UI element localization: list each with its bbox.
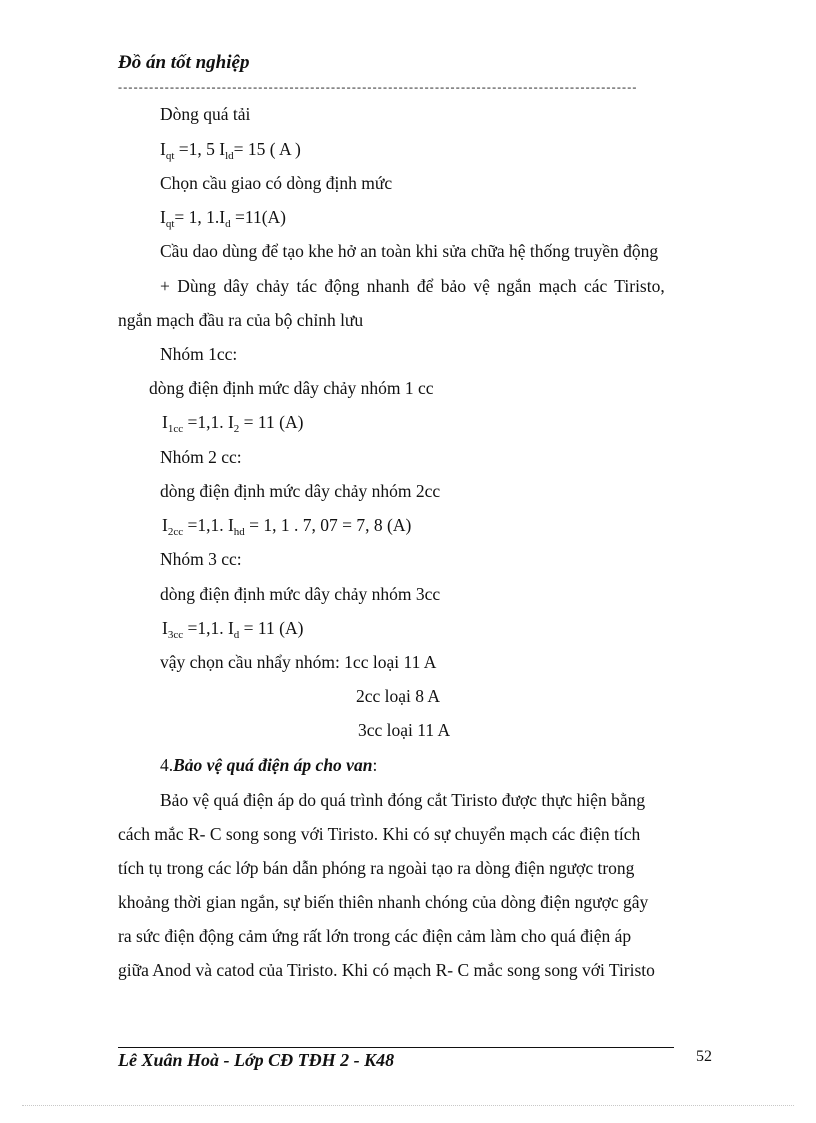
text-line: Nhóm 1cc: bbox=[160, 344, 238, 364]
formula-line: $I_{qt} =1$, 5 $I_{ld}= 15$ ( A ) bbox=[160, 139, 301, 162]
document-header-title: Đồ án tốt nghiệp bbox=[118, 52, 250, 73]
text-line: Nhóm 2 cc: bbox=[160, 447, 242, 467]
formula-line: $I_{2cc} =1,1$. $I_{hd} = 1$, 1 . 7, 07 = 7, 8 (A) bbox=[162, 515, 412, 538]
text-line: ngắn mạch đầu ra của bộ chỉnh lưu bbox=[118, 310, 364, 330]
text-line: dòng điện định mức dây chảy nhóm 3cc bbox=[160, 584, 441, 604]
footer-rule bbox=[118, 1047, 674, 1048]
header-dashed-rule: ---------------------------------------------------------------------------------------------------- bbox=[118, 80, 638, 94]
formula-line: $I_{qt}= 1$, $1.I_d =11(A)$ bbox=[160, 207, 286, 230]
paragraph-line: Bảo vệ quá điện áp do quá trình đóng cắt Tiristo được thực hiện bằng bbox=[160, 790, 646, 810]
text-line: Dòng quá tải bbox=[160, 104, 251, 124]
text-line: dòng điện định mức dây chảy nhóm 2cc bbox=[160, 481, 441, 501]
text-line: Cầu dao dùng để tạo khe hở an toàn khi sửa chữa hệ thống truyền động bbox=[160, 241, 659, 261]
text-line: 3cc loại 11 A bbox=[358, 720, 451, 740]
paragraph-line: giữa Anod và catod của Tiristo. Khi có mạch R- C mắc song song với Tiristo bbox=[118, 960, 655, 980]
text-line: Chọn cầu giao có dòng định mức bbox=[160, 173, 393, 193]
paragraph-line: tích tụ trong các lớp bán dẫn phóng ra ngoài tạo ra dòng điện ngược trong bbox=[118, 858, 635, 878]
footer-author: Lê Xuân Hoà - Lớp CĐ TĐH 2 - K48 bbox=[118, 1050, 395, 1070]
paragraph-line: khoảng thời gian ngắn, sự biến thiên nhanh chóng của dòng điện ngược gây bbox=[118, 892, 649, 912]
text-line: dòng điện định mức dây chảy nhóm 1 cc bbox=[149, 378, 434, 398]
page-bottom-dotted-border bbox=[22, 1105, 794, 1106]
text-line: 2cc loại 8 A bbox=[356, 686, 441, 706]
formula-line: $I_{1cc} =1,1$. $I_2 = 11$ (A) bbox=[162, 412, 304, 435]
text-line: + Dùng dây chảy tác động nhanh để bảo vệ ngắn mạch các Tiristo, bbox=[160, 276, 665, 296]
paragraph-line: ra sức điện động cảm ứng rất lớn trong các điện cảm làm cho quá điện áp bbox=[118, 926, 632, 946]
text-line: Nhóm 3 cc: bbox=[160, 549, 242, 569]
formula-line: $I_{3cc} =1,1$. $I_d = 11$ (A) bbox=[162, 618, 304, 641]
page-number: 52 bbox=[696, 1048, 712, 1065]
paragraph-line: cách mắc R- C song song với Tiristo. Khi có sự chuyển mạch các điện tích bbox=[118, 824, 641, 844]
section-heading: 4.Bảo vệ quá điện áp cho van: bbox=[160, 755, 378, 775]
text-line: vậy chọn cầu nhẩy nhóm: 1cc loại 11 A bbox=[160, 652, 437, 672]
